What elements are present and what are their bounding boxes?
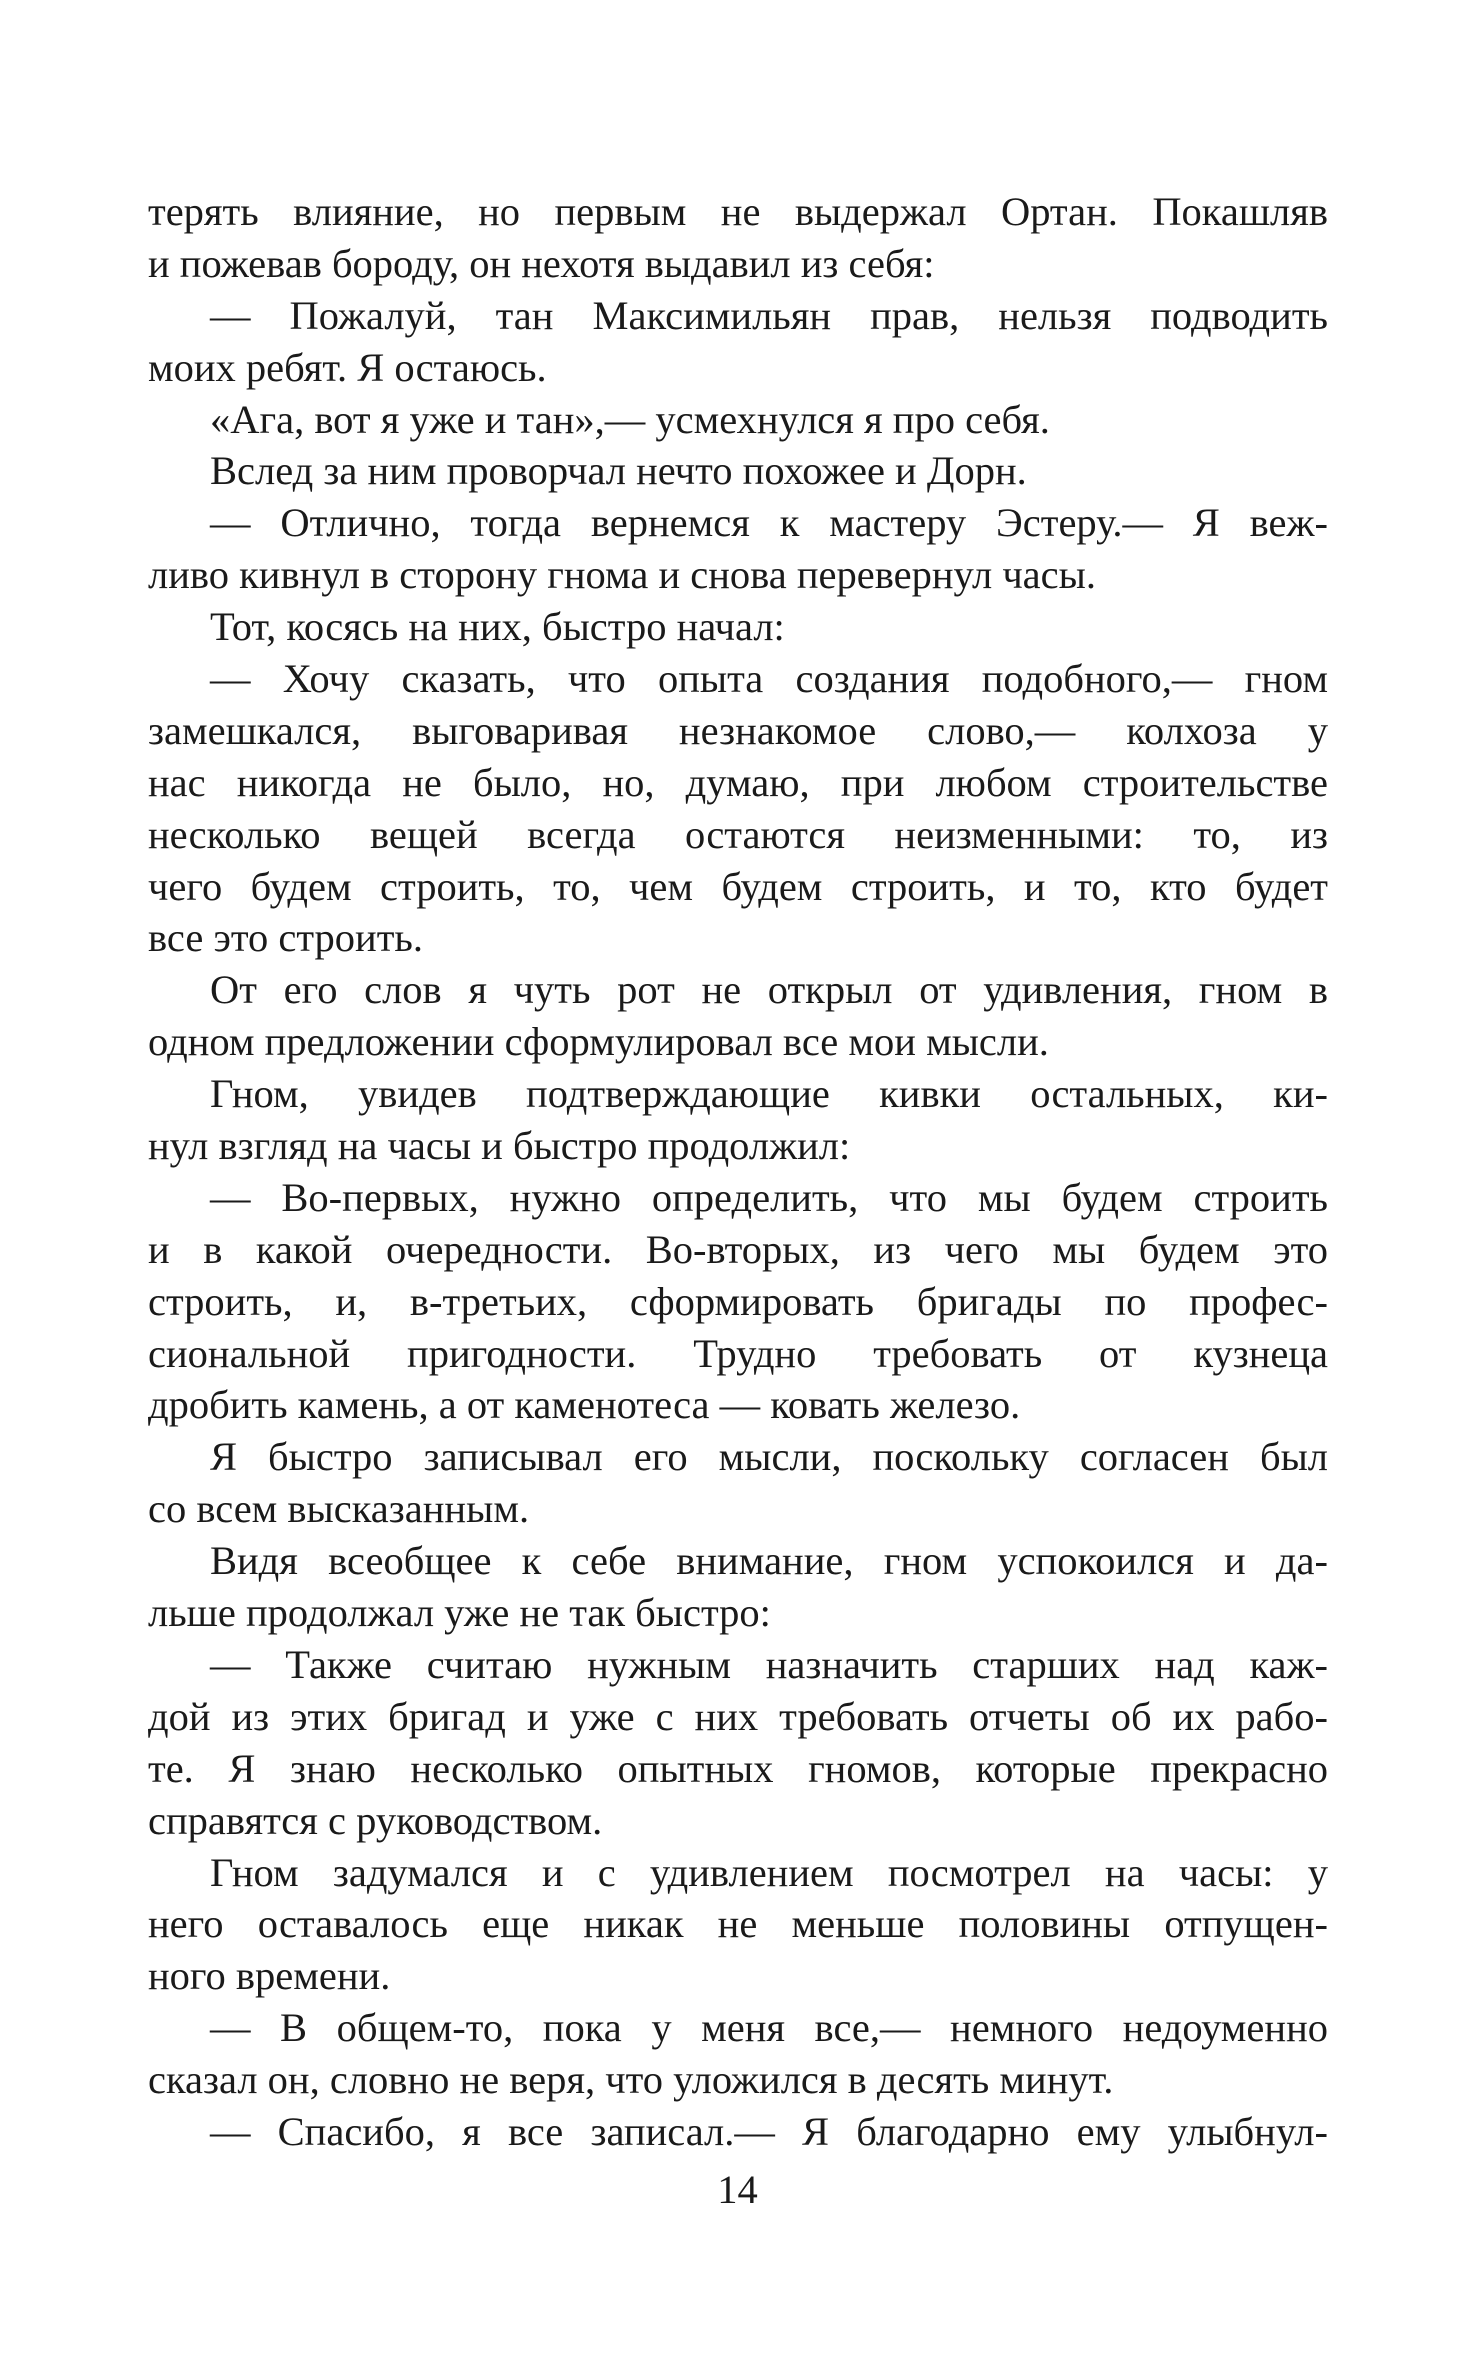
text-line: замешкался, выговаривая незнакомое слово,— колхоза у	[148, 707, 1328, 753]
text-line: сиональной пригодности. Трудно требовать от кузнеца	[148, 1330, 1328, 1376]
text-line: — Во-первых, нужно определить, что мы будем строить	[210, 1174, 1328, 1220]
text-line: те. Я знаю несколько опытных гномов, которые прекрасно	[148, 1745, 1328, 1791]
text-line: льше продолжал уже не так быстро:	[148, 1590, 771, 1636]
text-line: — Пожалуй, тан Максимильян прав, нельзя подводить	[210, 292, 1328, 338]
text-line: строить, и, в-третьих, сформировать бригады по профес-	[148, 1278, 1328, 1324]
text-line: дой из этих бригад и уже с них требовать отчеты об их рабо-	[148, 1693, 1328, 1739]
text-line: — Отлично, тогда вернемся к мастеру Эстеру.— Я веж-	[210, 500, 1328, 546]
text-line: терять влияние, но первым не выдержал Ортан. Покашляв	[148, 189, 1328, 234]
text-line: дробить камень, а от каменотеса — ковать железо.	[148, 1382, 1021, 1428]
page-number: 14	[717, 2167, 758, 2212]
text-line: него оставалось еще никак не меньше половины отпущен-	[148, 1901, 1328, 1947]
text-line: нул взгляд на часы и быстро продолжил:	[148, 1123, 851, 1169]
text-line: — Хочу сказать, что опыта создания подобного,— гном	[210, 656, 1328, 702]
text-line: Гном, увидев подтверждающие кивки остальных, ки-	[210, 1071, 1328, 1117]
text-line: ливо кивнул в сторону гнома и снова перевернул часы.	[148, 552, 1096, 598]
text-line: Видя всеобщее к себе внимание, гном успокоился и да-	[210, 1538, 1328, 1584]
text-line: — Спасибо, я все записал.— Я благодарно ему улыбнул-	[210, 2108, 1328, 2154]
text-line: справятся с руководством.	[148, 1797, 603, 1843]
text-line: со всем высказанным.	[148, 1486, 530, 1532]
text-line: Гном задумался и с удивлением посмотрел на часы: у	[210, 1849, 1328, 1895]
text-line: одном предложении сформулировал все мои мысли.	[148, 1019, 1049, 1065]
text-line: Тот, косясь на них, быстро начал:	[210, 604, 785, 650]
body-text	[148, 186, 1328, 2158]
text-line: «Ага, вот я уже и тан»,— усмехнулся я про себя.	[210, 396, 1050, 442]
text-line: — В общем-то, пока у меня все,— немного недоуменно	[210, 2005, 1328, 2051]
text-line: От его слов я чуть рот не открыл от удивления, гном в	[210, 967, 1328, 1013]
text-line: несколько вещей всегда остаются неизменными: то, из	[148, 811, 1328, 857]
text-line: и пожевав бороду, он нехотя выдавил из себя:	[148, 240, 935, 286]
text-line: и в какой очередности. Во-вторых, из чего мы будем это	[148, 1226, 1328, 1272]
text-line: чего будем строить, то, чем будем строить, и то, кто будет	[148, 863, 1328, 909]
text-line: — Также считаю нужным назначить старших над каж-	[210, 1641, 1328, 1687]
text-line: ного времени.	[148, 1953, 391, 1999]
text-line: моих ребят. Я остаюсь.	[148, 344, 547, 390]
text-line: Вслед за ним проворчал нечто похожее и Дорн.	[210, 448, 1027, 494]
text-line: все это строить.	[148, 915, 424, 961]
text-line: сказал он, словно не веря, что уложился в десять минут.	[148, 2057, 1114, 2103]
text-line: Я быстро записывал его мысли, поскольку согласен был	[210, 1434, 1328, 1480]
text-line: нас никогда не было, но, думаю, при любом строительстве	[148, 759, 1328, 805]
